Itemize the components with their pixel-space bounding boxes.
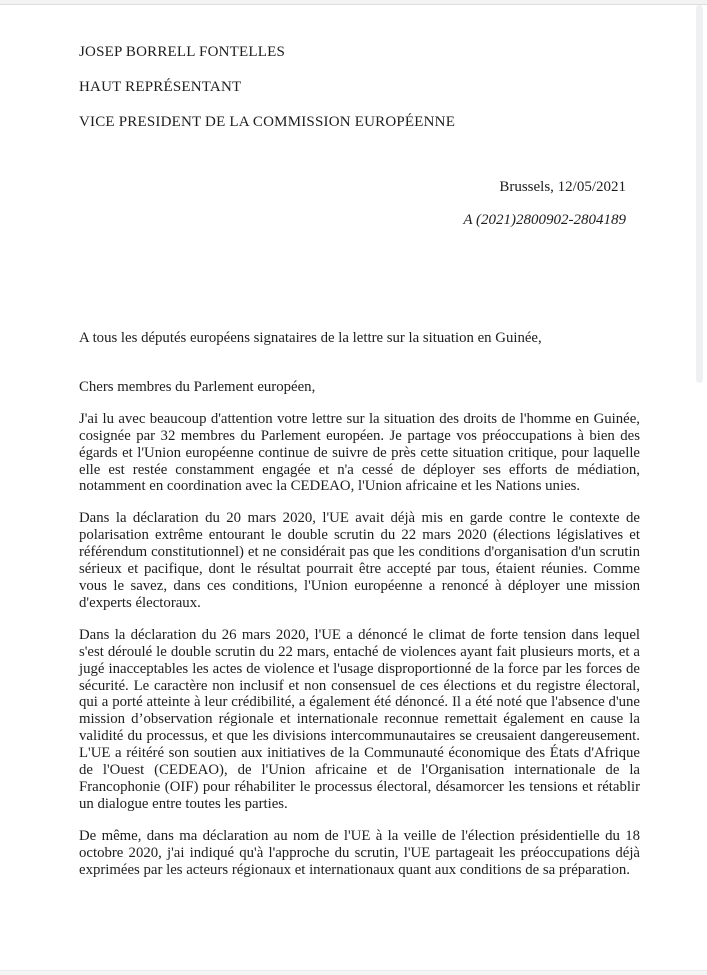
date-block [79,179,640,229]
reference-number: A (2021)2800902-2804189 [463,212,626,228]
sender-name: JOSEP BORRELL FONTELLES [79,44,286,60]
sender-title-vice-president: VICE PRESIDENT DE LA COMMISSION EUROPÉENNE [79,114,456,130]
salutation: Chers membres du Parlement européen, [79,378,316,395]
body-paragraph-2: Dans la déclaration du 20 mars 2020, l'UE avait déjà mis en garde contre le contexte de polarisation extrême entourant le double scrutin du 22 mars 2020 (élections législatives et référendum constitutionnel) et ne considérait pas que les conditions d'organisation d'un scrutin sérieux et pacifique, dont le résultat pourrait être accepté par tous, étaient réunies. Comme vous le savez, dans ces conditions, l'Union européenne a renoncé à déployer une mission d'experts électoraux. [79,510,640,611]
body-paragraph-3: Dans la déclaration du 26 mars 2020, l'UE a dénoncé le climat de forte tension dans lequel s'est déroulé le double scrutin du 22 mars, entaché de violences ayant fait plusieurs morts, et a jugé inacceptables les actes de violence et l'usage disproportionné de la force par les forces de sécurité. Le caractère non inclusif et non consensuel de ces élections et du registre électoral, qui a porté atteinte à leur crédibilité, a également été dénoncé. Il a été noté que l'absence d'une mission d’observation régionale et internationale reconnue remettait également en cause la validité du processus, et que les divisions intercommunautaires se creusaient dangereusement. L'UE a réitéré son soutien aux initiatives de la Communauté économique des États d'Afrique de l'Ouest (CEDEAO), de l'Union africaine et de l'Organisation internationale de la Francophonie (OIF) pour réhabiliter le processus électoral, désamorcer les tensions et rétablir un dialogue entre toutes les parties. [79,626,640,812]
dateline: Brussels, 12/05/2021 [499,179,626,195]
recipient-line: A tous les députés européens signataires de la lettre sur la situation en Guinée, [79,330,542,346]
scrollbar-thumb[interactable] [696,5,703,383]
sender-title-haut-representant: HAUT REPRÉSENTANT [79,79,242,95]
body-paragraph-1: J'ai lu avec beaucoup d'attention votre lettre sur la situation des droits de l'homme en Guinée, cosignée par 32 membres du Parlement européen. Je partage vos préoccupations à bien des égards et l'Union européenne continue de suivre de près cette situation critique, pour laquelle elle est restée constamment engagée et n'a cessé de déployer ses efforts de médiation, notamment en coordination avec la CEDEAO, l'Union africaine et les Nations unies. [79,410,640,495]
body-paragraph-4: De même, dans ma déclaration au nom de l'UE à la veille de l'élection présidentielle du 18 octobre 2020, j'ai indiqué qu'à l'approche du scrutin, l'UE partageait les préoccupations déjà exprimées par les acteurs régionaux et internationaux quant aux conditions de sa préparation. [79,827,640,878]
viewer-top-edge [0,0,707,5]
viewer-bottom-edge [0,970,707,975]
sender-block [79,44,640,131]
